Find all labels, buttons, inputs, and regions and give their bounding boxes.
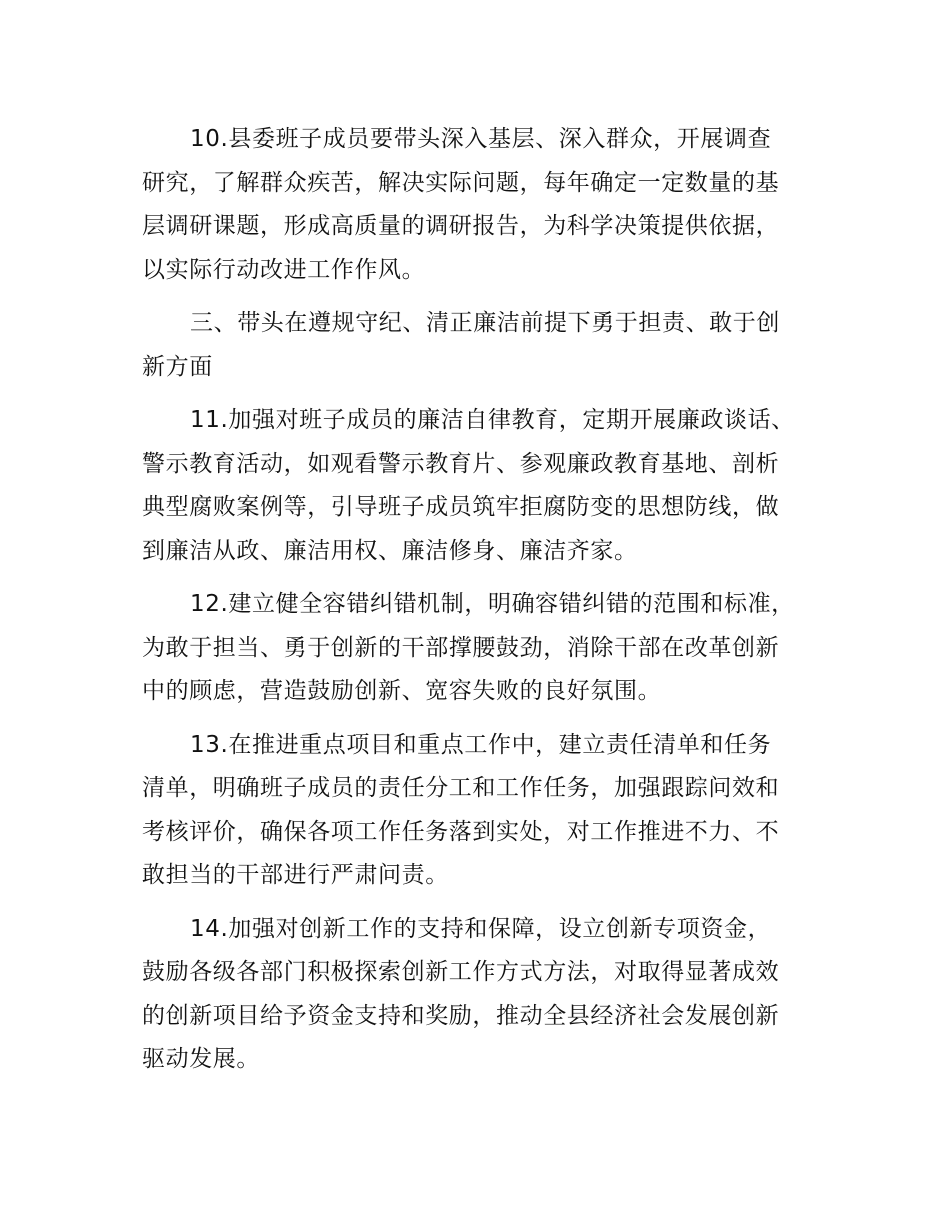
paragraph-11 (142, 399, 832, 573)
paragraph-line: 到廉洁从政、廉洁用权、廉洁修身、廉洁齐家。 (142, 537, 638, 564)
document-page (142, 118, 832, 1092)
paragraph-line: 敢担当的干部进行严肃问责。 (142, 862, 449, 888)
paragraph-13 (142, 724, 832, 898)
paragraph-line: 的创新项目给予资金支持和奖励，推动全县经济社会发展创新 (142, 1002, 780, 1029)
paragraph-line: 10.县委班子成员要带头深入基层、深入群众，开展调查 (190, 126, 772, 152)
paragraph-line: 三、带头在遵规守纪、清正廉洁前提下勇于担责、敢于创 (190, 310, 780, 336)
paragraph-line: 中的顾虑，营造鼓励创新、宽容失败的良好氛围。 (142, 678, 662, 704)
paragraph-line: 研究，了解群众疾苦，解决实际问题，每年确定一定数量的基 (142, 169, 780, 196)
paragraph-12 (142, 583, 832, 714)
paragraph-line: 层调研课题，形成高质量的调研报告，为科学决策提供依据， (142, 213, 780, 239)
paragraph-line: 考核评价，确保各项工作任务落到实处，对工作推进不力、不 (142, 818, 780, 845)
paragraph-line: 鼓励各级各部门积极探索创新工作方式方法，对取得显著成效 (142, 959, 780, 985)
paragraph-line: 14.加强对创新工作的支持和保障，设立创新专项资金， (190, 915, 772, 942)
paragraph-line: 11.加强对班子成员的廉洁自律教育，定期开展廉政谈话、 (190, 407, 795, 433)
paragraph-line: 新方面 (142, 353, 213, 380)
paragraph-line: 以实际行动改进工作作风。 (142, 256, 426, 283)
paragraph-line: 驱动发展。 (142, 1046, 260, 1072)
paragraph-10 (142, 118, 832, 292)
paragraph-14 (142, 908, 832, 1082)
paragraph-line: 典型腐败案例等，引导班子成员筑牢拒腐防变的思想防线，做 (142, 494, 780, 520)
paragraph-line: 为敢于担当、勇于创新的干部撑腰鼓劲，消除干部在改革创新 (142, 634, 780, 661)
paragraph-line: 13.在推进重点项目和重点工作中，建立责任清单和任务 (190, 731, 772, 758)
paragraph-line: 警示教育活动，如观看警示教育片、参观廉政教育基地、剖析 (142, 450, 780, 477)
paragraph-line: 清单，明确班子成员的责任分工和工作任务，加强跟踪问效和 (142, 775, 780, 801)
paragraph-line: 12.建立健全容错纠错机制，明确容错纠错的范围和标准， (190, 591, 795, 617)
section-heading-3 (142, 302, 832, 389)
